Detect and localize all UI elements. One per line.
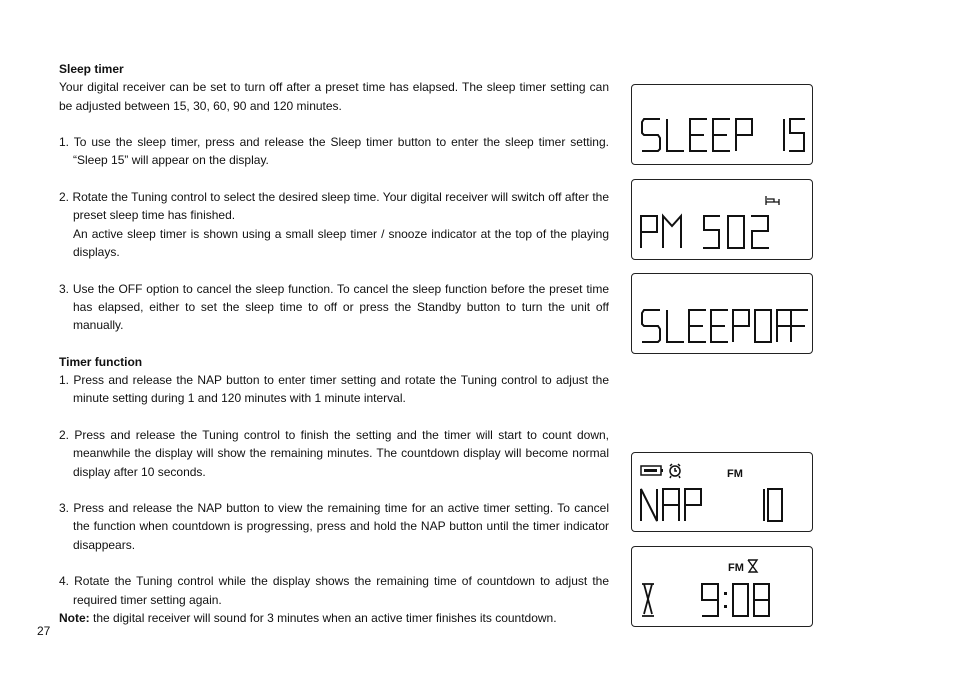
timer-step-2: 2. Press and release the Tuning control to finish the setting and the timer will start to count down, meanwhile the display will show the remaining minutes. The countdown display will become normal display after 10 seconds. bbox=[59, 427, 609, 479]
text-column bbox=[59, 60, 609, 627]
lcd-digit bbox=[667, 119, 684, 151]
lcd-digit bbox=[736, 119, 752, 151]
lcd-digit-colon bbox=[724, 592, 727, 608]
note-text: the digital receiver will sound for 3 minutes when an active timer finishes its countdown. bbox=[89, 610, 557, 625]
lcd-digit bbox=[642, 119, 660, 151]
lcd-digits bbox=[632, 274, 812, 353]
lcd-digit bbox=[791, 310, 808, 342]
lcd-digit bbox=[733, 310, 749, 342]
sleep-step-2-note: An active sleep timer is shown using a small sleep timer / snooze indicator at the top of the playing displays. bbox=[73, 226, 609, 259]
timer-function-heading: Timer function bbox=[59, 354, 143, 369]
lcd-digits bbox=[632, 180, 812, 259]
lcd-display-sleep-15 bbox=[631, 84, 813, 165]
band-label: FM bbox=[728, 562, 744, 574]
lcd-digits bbox=[632, 547, 812, 626]
band-label: FM bbox=[727, 468, 743, 480]
lcd-digit bbox=[711, 310, 728, 342]
sleep-step-3: 3. Use the OFF option to cancel the sleep function. To cancel the sleep function before the preset time has elapsed, either to set the sleep time to off or press the Standby button to turn the unit off manually. bbox=[59, 281, 609, 333]
lcd-digit bbox=[789, 119, 805, 151]
timer-step-1: 1. Press and release the NAP button to enter timer setting and rotate the Tuning control to adjust the minute setting during 1 and 120 minutes with 1 minute interval. bbox=[59, 373, 609, 406]
lcd-digits bbox=[632, 453, 812, 531]
lcd-digit bbox=[641, 216, 657, 248]
lcd-digit bbox=[755, 310, 771, 342]
sleep-timer-intro: Your digital receiver can be set to turn off after a preset time has elapsed. The sleep timer setting can be adjusted between 15, 30, 60, 90 and 120 minutes. bbox=[59, 80, 609, 113]
lcd-display-sleep-off bbox=[631, 273, 813, 354]
lcd-display-nap-10 bbox=[631, 452, 813, 532]
timer-step-4: 4. Rotate the Tuning control while the display shows the remaining time of countdown to adjust the required timer setting again. bbox=[59, 574, 609, 607]
note-label: Note: bbox=[59, 610, 90, 625]
lcd-digit bbox=[685, 489, 701, 521]
battery-icon bbox=[641, 466, 663, 475]
timer-step-3: 3. Press and release the NAP button to view the remaining time for an active timer setting. To cancel the function when countdown is progressing, press and hold the NAP button until the timer indicator disappears. bbox=[59, 501, 609, 552]
sleep-step-2: 2. Rotate the Tuning control to select the desired sleep time. Your digital receiver will switch off after the preset sleep time has finished. bbox=[59, 190, 609, 223]
lcd-digit bbox=[733, 584, 748, 616]
lcd-display-pm-502 bbox=[631, 179, 813, 260]
lcd-digit bbox=[642, 310, 660, 342]
bed-icon bbox=[766, 196, 779, 205]
lcd-digit bbox=[703, 216, 720, 248]
lcd-digit bbox=[663, 489, 679, 521]
lcd-digits bbox=[632, 85, 812, 164]
lcd-digit bbox=[667, 310, 684, 342]
lcd-digit bbox=[768, 489, 782, 521]
timer-note bbox=[59, 609, 609, 627]
sleep-step-1: 1. To use the sleep timer, press and release the Sleep timer button to enter the sleep timer setting. “Sleep 15” will appear on the display. bbox=[59, 135, 609, 168]
lcd-digit bbox=[713, 119, 730, 151]
lcd-digit bbox=[754, 584, 769, 616]
page-number: 27 bbox=[37, 624, 51, 638]
lcd-digit bbox=[728, 216, 744, 248]
lcd-digit bbox=[751, 216, 769, 248]
lcd-digit bbox=[641, 489, 657, 521]
lcd-digit bbox=[689, 310, 706, 342]
lcd-digit bbox=[702, 584, 718, 616]
alarm-clock-icon bbox=[670, 464, 680, 478]
lcd-display-countdown bbox=[631, 546, 813, 627]
hourglass-icon bbox=[642, 584, 654, 616]
sleep-timer-heading: Sleep timer bbox=[59, 62, 124, 76]
hourglass-icon bbox=[748, 560, 757, 572]
lcd-digit bbox=[663, 216, 681, 248]
lcd-digit bbox=[690, 119, 707, 151]
